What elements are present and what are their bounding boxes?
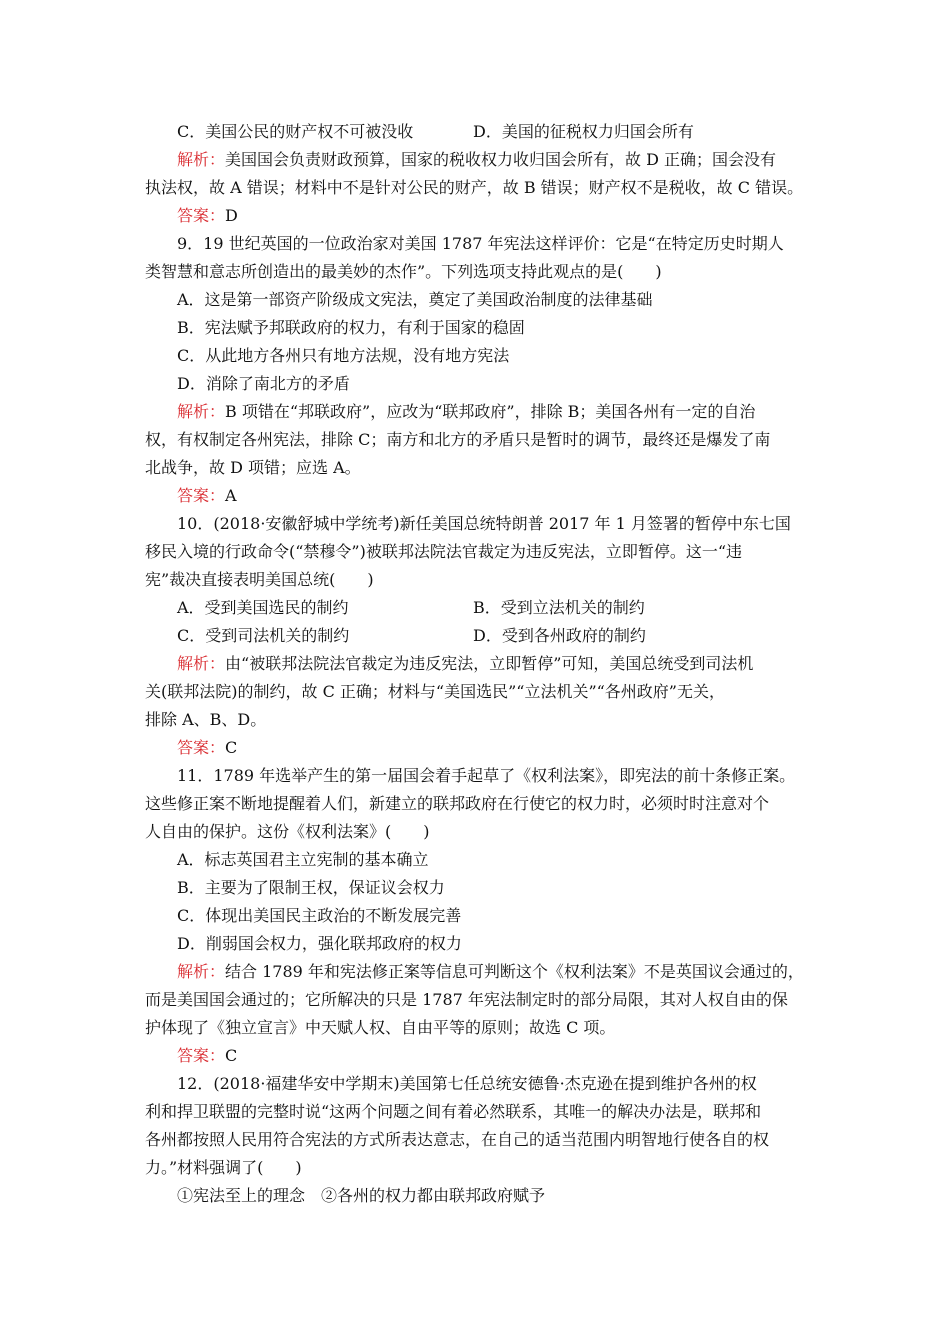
q10-option-c: C．受到司法机关的制约 xyxy=(177,626,350,645)
q10-option-b: B．受到立法机关的制约 xyxy=(473,598,645,617)
q10-option-a: A．受到美国选民的制约 xyxy=(177,598,349,617)
q9-analysis-line-1 xyxy=(145,398,810,426)
q10-option-d: D．受到各州政府的制约 xyxy=(473,626,646,645)
q9-option-b: B．宪法赋予邦联政府的权力，有利于国家的稳固 xyxy=(177,318,525,337)
q9-option-d: D．消除了南北方的矛盾 xyxy=(177,374,350,393)
q11-stem-line-1: 11．1789 年选举产生的第一届国会着手起草了《权利法案》，即宪法的前十条修正案。 xyxy=(177,766,796,785)
q10-stem-line-3: 宪”裁决直接表明美国总统( ) xyxy=(145,570,374,589)
q10-options-ab xyxy=(145,594,810,622)
q8-options-cd xyxy=(145,118,810,146)
q8-answer-label: 答案： xyxy=(177,206,226,225)
q8-analysis-line-2: 执法权，故 A 错误；材料中不是针对公民的财产，故 B 错误；财产权不是税收，故 C 错误。 xyxy=(145,178,804,197)
q9-analysis-label: 解析： xyxy=(177,402,226,421)
q12-stem-line-1: 12．(2018·福建华安中学期末)美国第七任总统安德鲁·杰克逊在提到维护各州的权 xyxy=(177,1074,757,1093)
q10-stem-line-1: 10．(2018·安徽舒城中学统考)新任美国总统特朗普 2017 年 1 月签署的暂停中东七国 xyxy=(177,514,791,533)
q8-analysis-label: 解析： xyxy=(177,150,226,169)
q11-answer-label: 答案： xyxy=(177,1046,226,1065)
q8-answer xyxy=(145,202,810,230)
q11-analysis-label: 解析： xyxy=(177,962,226,981)
q10-options-cd xyxy=(145,622,810,650)
q11-answer xyxy=(145,1042,810,1070)
q12-stem-line-2: 利和捍卫联盟的完整时说“这两个问题之间有着必然联系，其唯一的解决办法是，联邦和 xyxy=(145,1102,762,1121)
q9-option-c: C．从此地方各州只有地方法规，没有地方宪法 xyxy=(177,346,510,365)
q8-option-d: D．美国的征税权力归国会所有 xyxy=(473,122,694,141)
q9-answer-label: 答案： xyxy=(177,486,226,505)
q11-analysis-line-2: 而是美国国会通过的；它所解决的只是 1787 年宪法制定时的部分局限，其对人权自由的保 xyxy=(145,990,788,1009)
q10-analysis-text-1: 由“被联邦法院法官裁定为违反宪法，立即暂停”可知，美国总统受到司法机 xyxy=(225,654,754,673)
q12-stem-line-3: 各州都按照人民用符合宪法的方式所表达意志，在自己的适当范围内明智地行使各自的权 xyxy=(145,1130,770,1149)
document-content xyxy=(145,118,810,1210)
q9-answer xyxy=(145,482,810,510)
q8-analysis-text-1: 美国国会负责财政预算，国家的税收权力收归国会所有，故 D 正确；国会没有 xyxy=(225,150,777,169)
q9-analysis-text-1: B 项错在“邦联政府”，应改为“联邦政府”，排除 B；美国各州有一定的自治 xyxy=(225,402,756,421)
q11-option-c: C．体现出美国民主政治的不断发展完善 xyxy=(177,906,462,925)
q10-answer-value: C xyxy=(225,738,238,757)
q10-answer xyxy=(145,734,810,762)
q11-stem-line-3: 人自由的保护。这份《权利法案》( ) xyxy=(145,822,430,841)
q10-stem-line-2: 移民入境的行政命令(“禁穆令”)被联邦法院法官裁定为违反宪法，立即暂停。这一“违 xyxy=(145,542,743,561)
q11-option-b: B．主要为了限制王权，保证议会权力 xyxy=(177,878,445,897)
q10-analysis-line-3: 排除 A、B、D。 xyxy=(145,710,267,729)
q10-analysis-line-1 xyxy=(145,650,810,678)
q9-stem-line-1: 9．19 世纪英国的一位政治家对美国 1787 年宪法这样评价：它是“在特定历史时期人 xyxy=(177,234,784,253)
q11-analysis-text-1: 结合 1789 年和宪法修正案等信息可判断这个《权利法案》不是英国议会通过的， xyxy=(225,962,804,981)
q9-analysis-line-3: 北战争，故 D 项错；应选 A。 xyxy=(145,458,361,477)
q11-stem-line-2: 这些修正案不断地提醒着人们，新建立的联邦政府在行使它的权力时，必须时时注意对个 xyxy=(145,794,770,813)
q10-analysis-line-2: 关(联邦法院)的制约，故 C 正确；材料与“美国选民”“立法机关”“各州政府”无关， xyxy=(145,682,725,701)
q11-analysis-line-1 xyxy=(145,958,810,986)
q10-answer-label: 答案： xyxy=(177,738,226,757)
q10-analysis-label: 解析： xyxy=(177,654,226,673)
q9-analysis-line-2: 权，有权制定各州宪法，排除 C；南方和北方的矛盾只是暂时的调节，最终还是爆发了南 xyxy=(145,430,771,449)
q8-option-c: C．美国公民的财产权不可被没收 xyxy=(177,122,414,141)
q11-option-a: A．标志英国君主立宪制的基本确立 xyxy=(177,850,429,869)
q9-stem-line-2: 类智慧和意志所创造出的最美妙的杰作”。下列选项支持此观点的是( ) xyxy=(145,262,662,281)
q11-option-d: D．削弱国会权力，强化联邦政府的权力 xyxy=(177,934,462,953)
q9-answer-value: A xyxy=(225,486,237,505)
q9-option-a: A．这是第一部资产阶级成文宪法，奠定了美国政治制度的法律基础 xyxy=(177,290,653,309)
q8-answer-value: D xyxy=(225,206,238,225)
q12-items: ①宪法至上的理念 ②各州的权力都由联邦政府赋予 xyxy=(177,1186,546,1205)
q12-stem-line-4: 力。”材料强调了( ) xyxy=(145,1158,302,1177)
q8-analysis-line-1 xyxy=(145,146,810,174)
q11-answer-value: C xyxy=(225,1046,238,1065)
q11-analysis-line-3: 护体现了《独立宣言》中天赋人权、自由平等的原则；故选 C 项。 xyxy=(145,1018,616,1037)
